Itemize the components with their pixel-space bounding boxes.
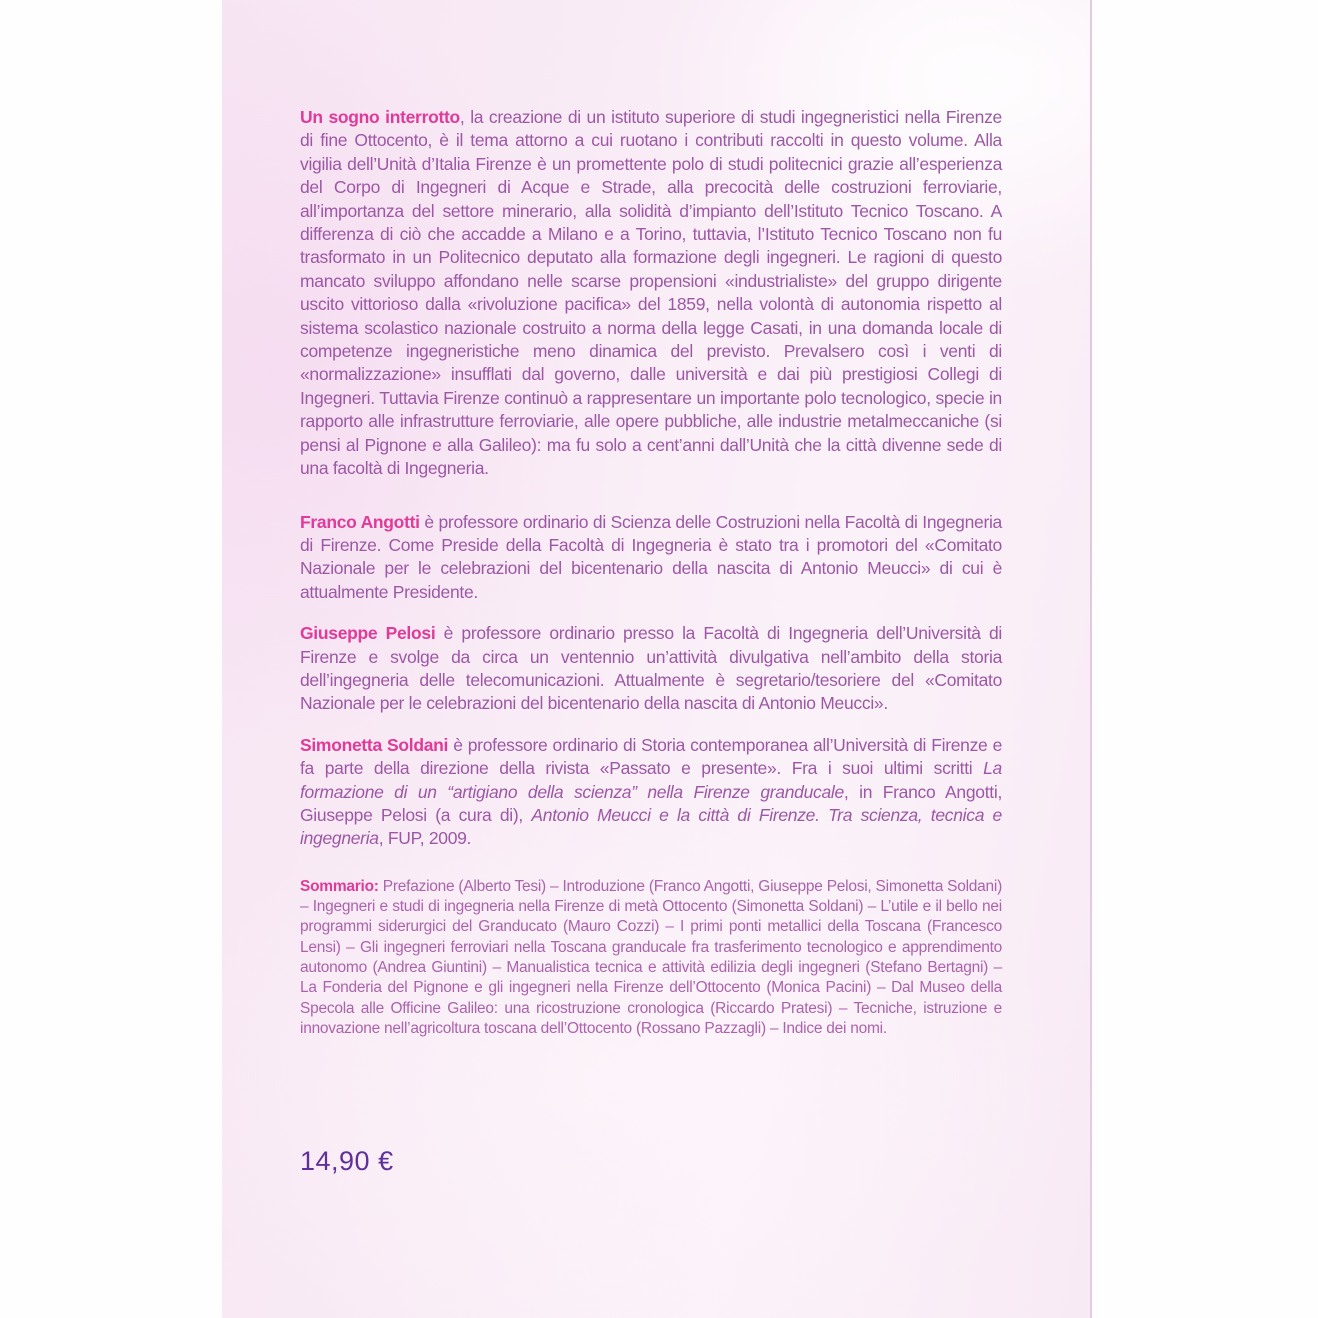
bio-text-soldani-1: è professore ordinario di Storia contemporanea all’Università di Firenze e fa parte della direzione della rivista «Passato e presente». Fra i suoi ultimi scritti [300,734,1003,779]
author-name-pelosi: Giuseppe Pelosi [300,623,436,644]
book-title-italic-1: La formazione di un “artigiano della scienza” nella Firenze granducale [300,758,1002,802]
bio-text-pelosi: è professore ordinario presso la Facoltà di Ingegneria dell’Università di Firenze e svolge da circa un ventennio un’attività divulgativa nell’ambito della storia dell’ingegneria delle telecomunicazioni. Attualmente è segretario/tesoriere del «Comitato Nazionale per le celebrazioni del bicentenario della nascita di Antonio Meucci». [300,623,1003,714]
bio-giuseppe-pelosi [300,622,1002,716]
sommario-paragraph [300,877,1002,1039]
bio-text-soldani-3: , FUP, 2009. [378,828,472,849]
book-back-cover-page [222,0,1092,1318]
bio-text-angotti: è professore ordinario di Scienza delle Costruzioni nella Facoltà di Ingegneria di Firenze. Come Preside della Facoltà di Ingegneria è stato tra i promotori del «Comitato Nazionale per le celebrazioni del bicentenario della nascita di Antonio Meucci» di cui è attualmente Presidente. [300,511,1002,602]
cover-text-block [300,106,1002,1039]
bio-simonetta-soldani [300,734,1002,851]
price-label: 14,90 € [300,1146,394,1176]
bio-franco-angotti [300,511,1002,605]
sommario-label: Sommario: [300,877,379,895]
book-title-lead: Un sogno interrotto [300,107,460,127]
blurb-text: , la creazione di un istituto superiore di studi ingegneristici nella Firenze di fine Ottocento, è il tema attorno a cui ruotano i contributi raccolti in questo volume. Alla vigilia dell’Unità d’Italia Firenze è un promettente polo di studi politecnici grazie all’esperienza del Corpo di Ingegneri di Acque e Strade, alla precocità delle costruzioni ferroviarie, all’importanza del settore minerario, alla solidità d’impianto dell’Istituto Tecnico Toscano. A differenza di ciò che accadde a Milano e a Torino, tuttavia, l’Istituto Tecnico Toscano non fu trasformato in un Politecnico deputato alla formazione degli ingegneri. Le ragioni di questo mancato sviluppo affondano nelle scarse propensioni «industrialiste» del gruppo dirigente uscito vittorioso dalla «rivoluzione pacifica» del 1859, nella volontà di autonomia rispetto al sistema scolastico nazionale costruito a norma della legge Casati, in una domanda locale di competenze ingegneristiche meno dinamica del previsto. Prevalsero così i venti di «normalizzazione» insufflati dal governo, dalle università e dai più prestigiosi Collegi di Ingegneri. Tuttavia Firenze continuò a rappresentare un importante polo tecnologico, specie in rapporto alle infrastrutture ferroviarie, alle opere pubbliche, alle industrie metalmeccaniche (si pensi al Pignone e alla Galileo): ma fu solo a cent’anni dall’Unità che la città divenne sede di una facoltà di Ingegneria. [300,107,1002,479]
blurb-paragraph [300,106,1002,481]
book-title-italic-2: Antonio Meucci e la città di Firenze. Tra scienza, tecnica e ingegneria [300,804,1002,849]
author-name-angotti: Franco Angotti [300,511,420,532]
sommario-text: Prefazione (Alberto Tesi) – Introduzione (Franco Angotti, Giuseppe Pelosi, Simonetta Soldani) – Ingegneri e studi di ingegneria nella Firenze di metà Ottocento (Simonetta Soldani) – L’utile e il bello nei programmi siderurgici del Granducato (Mauro Cozzi) – I primi ponti metallici della Toscana (Francesco Lensi) – Gli ingegneri ferroviari nella Toscana granducale fra trasferimento tecnologico e apprendimento autonomo (Andrea Giuntini) – Manualistica tecnica e attività edilizia degli ingegneri (Stefano Bertagni) – La Fonderia del Pignone e gli ingegneri nella Firenze dell’Ottocento (Monica Pacini) – Dal Museo della Specola alle Officine Galileo: una ricostruzione cronologica (Riccardo Pratesi) – Tecniche, istruzione e innovazione nell’agricoltura toscana dell’Ottocento (Rossano Pazzagli) – Indice dei nomi. [300,877,1002,1037]
author-name-soldani: Simonetta Soldani [300,734,449,755]
bio-text-soldani-2: , in Franco Angotti, Giuseppe Pelosi (a cura di), [300,781,1003,825]
